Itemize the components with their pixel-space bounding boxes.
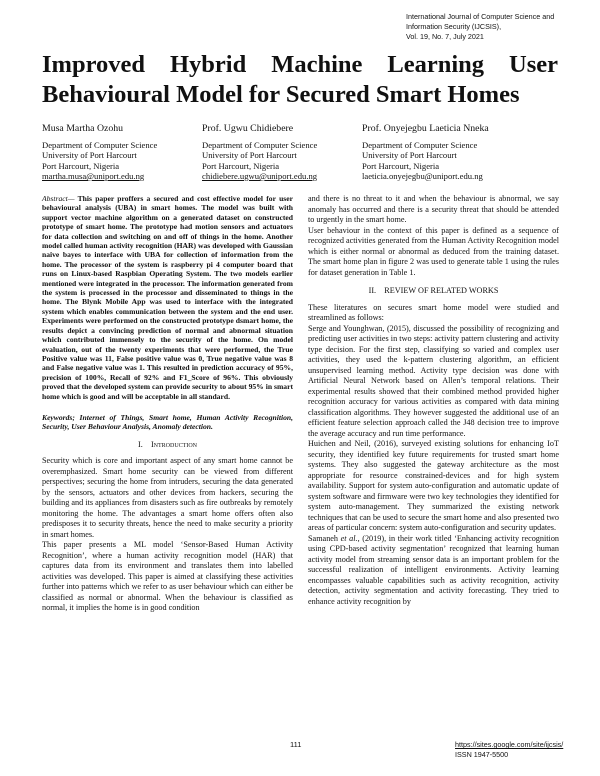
paper-title [42,50,558,110]
section-number: I. [137,439,143,449]
author-email-link[interactable]: martha.musa@uniport.edu.ng [42,171,145,181]
section-heading-introduction [42,440,293,451]
keywords: Keywords; Internet of Things, Smart home, Human Activity Recognition, Security, User Behaviour Analysis, Anomaly detection. [42,412,293,432]
footer-info [455,740,563,759]
body-paragraph [308,534,559,608]
right-column [308,194,559,607]
author-department: Department of Computer Science [362,139,478,150]
author-1 [42,124,157,182]
body-paragraph: User behaviour in the context of this paper is defined as a sequence of recognized activities generated from the Human Activity Recognition model which is either normal or abnormal as deduced from the training dataset. The smart home plan in figure 2 was used to generate table 1 using the rules for dataset generation in Table 1. [308,225,559,277]
abstract-text: This paper proffers a secured and cost effective model for user behavioural analysis (UBA) in smart homes. The model was built with support vector machine algorithm on a generated dataset on constructed prototype of smart home. The prototype had motion sensors and actuators for data collection and switching on and off of things in the home. Another model called human activity recognition (HAR) was developed with Gaussian naive bayes to interface with UBA for collection of information from the home. The processor of the system is raspberry pi 4 computer board that runs on Linux-based Raspbian Operating System. The two models earlier mentioned were integrated in the processor. The information generated from the system is processed in the processor and disseminated to things in the home. The Blynk Mobile App was used to interface with the integrated system which enables communication between the system and the end user. Experiments were performed on the constructed prototype dsmart home, the results depict a convincing prediction of normal and abnormal situation which contributed immensely to the security of the home. On model evaluation, out of the twenty experiments that were performed, the True Positive value was 11, False positive value was 0, True negative value was 8 and False negative value was 1. This resulted in prediction accuracy of 95%, precision of 100%, Recall of 92% and F1_Score of 96%. This obviously proved that the developed system can provide security to about 95% in smart home which is good and will be acceptable in all standard. [42,194,293,401]
author-university: University of Port Harcourt [42,150,137,160]
body-paragraph: These literatures on secures smart home model were studied and streamlined as follows: [308,302,559,322]
section-heading-related-works [308,286,559,297]
author-university: University of Port Harcourt [202,150,297,160]
author-location: Port Harcourt, Nigeria [202,160,280,171]
author-block [42,124,562,186]
abstract [42,194,293,401]
cited-author: Samaneh [308,533,339,543]
author-3 [362,124,489,182]
journal-volume: Vol. 19, No. 7, July 2021 [406,32,484,41]
section-title: Introduction [150,439,198,449]
author-location: Port Harcourt, Nigeria [42,160,120,171]
author-name: Musa Martha Ozohu [42,123,124,134]
body-paragraph: Serge and Younghwan, (2015), discussed the possibility of recognizing and predicting user activities in two steps: activity pattern clustering and activity type decision. For the first step, classifying so varied and complex user activities, they used the k-pattern clustering algorithm, an efficient unsupervised learning method. Activity type decision was done with Artificial Neural Network based on Allen’s temporal relations. Their experimental results showed that their combined method provided higher recognition accuracy for various activities as compared with data mining classification algorithms. They however suggested the additional use of an efficient feature selection approach called the J48 decision tree to improve the average accuracy and run time performance. [308,323,559,438]
left-column [42,194,293,614]
author-department: Department of Computer Science [202,139,318,150]
body-paragraph: and there is no threat to it and when the behaviour is abnormal, we say anomaly has occurred and there is a security threat that should be attended to urgently in the smart home. [308,194,559,224]
author-department: Department of Computer Science [42,139,158,150]
section-title: REVIEW OF RELATED WORKS [384,286,499,295]
author-location: Port Harcourt, Nigeria [362,160,440,171]
author-university: University of Port Harcourt [362,150,457,160]
abstract-label: Abstract— [42,194,75,203]
journal-name: International Journal of Computer Science and Information Security (IJCSIS), [406,12,555,31]
author-email-link[interactable]: chidiebere.ugwu@uniport.edu.ng [202,171,318,181]
author-2 [202,124,317,182]
title-line-1: Improved Hybrid Machine Learning User [42,51,558,78]
section-number: II. [368,286,377,295]
paragraph-text: , (2019), in their work titled ‘Enhancing activity recognition using CPD-based activity segmentation’ recognized that learning human activity model from streaming sensor data is an important problem for the successful realization of intelligent environments. Activity learning encompasses valuable capabilities such as activity recognition, activity detection, activity segmentation and activity forecasting. They tried to enhance activity recognition by [308,533,560,606]
et-al: et al. [338,533,358,543]
body-paragraph: Huichen and Neil, (2016), surveyed existing solutions for enhancing IoT security, they identified key future requirements for trusted smart home systems. They also suggested the gateway architecture as the most appropriate for resource constrained-devices and for high system availability. Support for system auto-configuration and automatic update of system software and firmware were two key technologies they identified for system auto-management. They summarized the existing network techniques that can be used to secure the smart home and also presented two areas of particular concern: system auto-configuration and security updates. [308,439,559,532]
intro-paragraph-2: This paper presents a ML model ‘Sensor-Based Human Activity Recognition’, where a human activity recognition model (HAR) that captures data from its environment and translates them into labelled activities was developed. This paper is aimed at classifying these activities further into patterns which we refer to as user behaviour which can either be classified as normal or abnormal. When the behaviour is classified as normal, it implies the home is in good condition [42,540,293,613]
page-number: 111 [290,740,302,749]
author-name: Prof. Ugwu Chidiebere [202,123,294,134]
intro-paragraph-1: Security which is core and important aspect of any smart home cannot be overemphasized. Smart home security can be viewed from different perspectives; securing the home from intruders, securing the data generated by the sensors, actuators and other devices from hackers, securing the building and its appliances from disasters such as fire outbreaks by remotely monitoring the home. The advantages a smart home offers often also predisposes it to security threats, hence the need to make security a priority in smart homes. [42,456,293,539]
author-email: laeticia.onyejegbu@uniport.edu.ng [362,171,483,181]
journal-header [406,12,586,42]
author-name: Prof. Onyejegbu Laeticia Nneka [362,123,489,134]
title-line-2: Behavioural Model for Secured Smart Homes [42,81,520,108]
issn: ISSN 1947-5500 [455,749,509,759]
journal-url-link[interactable]: https://sites.google.com/site/ijcsis/ [455,740,564,749]
